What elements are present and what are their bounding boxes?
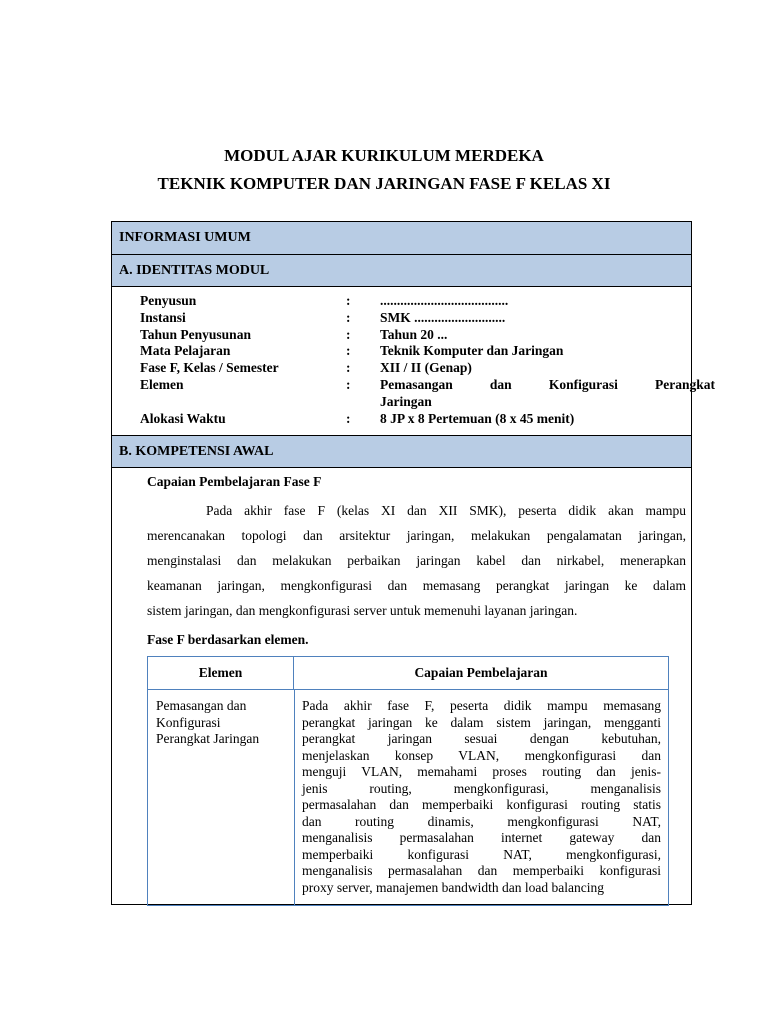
cell-line: Pada akhir fase F, peserta didik mampu memasang bbox=[302, 698, 661, 713]
identitas-colon: : bbox=[346, 377, 351, 392]
identitas-colon: : bbox=[346, 343, 351, 358]
identitas-label: Instansi bbox=[140, 310, 186, 325]
table-cell-capaian bbox=[302, 698, 661, 896]
fase-heading: Fase F berdasarkan elemen. bbox=[147, 632, 309, 647]
cell-line: permasalahan dan memperbaiki konfigurasi routing statis bbox=[302, 797, 661, 812]
section-header-informasi-umum: INFORMASI UMUM bbox=[112, 222, 691, 255]
cell-line: Pemasangan dan bbox=[156, 698, 247, 713]
identitas-value: Tahun 20 ... bbox=[380, 327, 448, 342]
identitas-label: Alokasi Waktu bbox=[140, 411, 226, 426]
document-title-line-1: MODUL AJAR KURIKULUM MERDEKA bbox=[224, 146, 544, 165]
paragraph-line: Pada akhir fase F (kelas XI dan XII SMK), peserta didik akan mampu bbox=[206, 503, 686, 518]
cell-line: memperbaiki konfigurasi NAT, mengkonfigurasi, bbox=[302, 846, 661, 862]
identitas-label: Tahun Penyusunan bbox=[140, 327, 251, 342]
cell-line: menjelaskan konsep VLAN, mengkonfigurasi dan bbox=[302, 747, 661, 763]
identitas-value: 8 JP x 8 Pertemuan (8 x 45 menit) bbox=[380, 411, 575, 426]
paragraph-line: keamanan jaringan, mengkonfigurasi dan memasang perangkat jaringan ke dalam bbox=[147, 578, 686, 593]
cell-line: Perangkat Jaringan bbox=[156, 731, 260, 746]
cell-line: jenis routing, mengkonfigurasi, menganalisis bbox=[302, 780, 661, 796]
cell-line: menganalisis permasalahan internet gateway dan bbox=[302, 830, 661, 845]
identitas-value: Teknik Komputer dan Jaringan bbox=[380, 343, 564, 358]
cell-line: Konfigurasi bbox=[156, 714, 221, 730]
cell-line: dan routing dinamis, mengkonfigurasi NAT, bbox=[302, 813, 661, 829]
identitas-label: Fase F, Kelas / Semester bbox=[140, 360, 279, 375]
paragraph-line: menginstalasi dan melakukan perbaikan jaringan kabel dan nirkabel, menerapkan bbox=[147, 553, 686, 568]
column-header-elemen: Elemen bbox=[148, 657, 294, 690]
identitas-colon: : bbox=[346, 360, 351, 375]
cell-line: menguji VLAN, memahami proses routing dan jenis- bbox=[302, 764, 661, 779]
identitas-label: Penyusun bbox=[140, 293, 197, 308]
identitas-colon: : bbox=[346, 327, 351, 342]
identitas-value: ...................................... bbox=[380, 293, 509, 308]
section-header-identitas-modul: A. IDENTITAS MODUL bbox=[112, 255, 691, 287]
identitas-colon: : bbox=[346, 411, 351, 426]
informasi-umum-table bbox=[111, 221, 715, 905]
column-divider bbox=[294, 690, 295, 906]
identitas-value: SMK ........................... bbox=[380, 310, 506, 325]
identitas-value-continued: Jaringan bbox=[380, 394, 432, 409]
cell-line: menganalisis permasalahan dan memperbaiki konfigurasi bbox=[302, 863, 661, 878]
paragraph-line: sistem jaringan, dan mengkonfigurasi server untuk memenuhi layanan jaringan. bbox=[147, 603, 578, 618]
capaian-paragraph bbox=[147, 498, 686, 623]
paragraph-line: merencanakan topologi dan arsitektur jaringan, melakukan pengalamatan jaringan, bbox=[147, 528, 686, 543]
capaian-heading: Capaian Pembelajaran Fase F bbox=[147, 474, 322, 489]
cell-line: perangkat jaringan ke dalam sistem jaringan, mengganti bbox=[302, 714, 661, 730]
identitas-value: Pemasangan dan Konfigurasi Perangkat bbox=[380, 377, 715, 392]
identitas-colon: : bbox=[346, 293, 351, 308]
elemen-capaian-table bbox=[147, 656, 669, 906]
cell-line: perangkat jaringan sesuai dengan kebutuhan, bbox=[302, 731, 661, 746]
cell-line: proxy server, manajemen bandwidth dan load balancing bbox=[302, 879, 604, 895]
table-cell-elemen bbox=[156, 698, 288, 748]
identitas-label: Mata Pelajaran bbox=[140, 343, 231, 358]
document-title-line-2: TEKNIK KOMPUTER DAN JARINGAN FASE F KELAS XI bbox=[157, 174, 611, 193]
identitas-value: XII / II (Genap) bbox=[380, 360, 472, 375]
identitas-label: Elemen bbox=[140, 377, 184, 392]
column-header-capaian: Capaian Pembelajaran bbox=[294, 657, 668, 690]
identitas-colon: : bbox=[346, 310, 351, 325]
section-header-kompetensi-awal: B. KOMPETENSI AWAL bbox=[112, 435, 691, 468]
